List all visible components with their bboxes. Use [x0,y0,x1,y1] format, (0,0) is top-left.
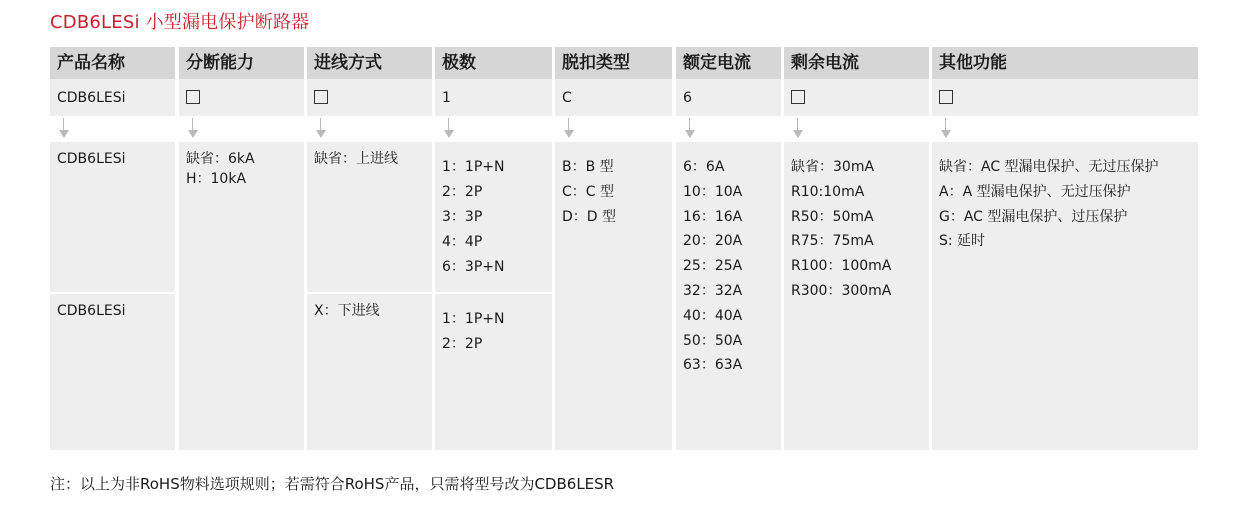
arrow-down-icon [60,118,68,140]
option-item: CDB6LESi [57,303,126,319]
arrow-down-icon [686,118,694,140]
options-group-2 [57,301,126,321]
column-trip-type [555,47,672,450]
option-item: 缺省：AC 型漏电保护、无过压保护 [939,159,1159,175]
options-group-1 [791,155,891,304]
header-wiring-mode: 进线方式 [307,47,432,79]
options-group-1 [683,155,742,378]
arrow-down-icon [942,118,950,140]
arrow-down-icon [794,118,802,140]
row-divider [50,292,175,294]
value-trip-type: C [562,90,572,106]
option-item: 2：2P [442,336,483,352]
header-trip-type: 脱扣类型 [555,47,672,79]
option-item: 6：6A [683,159,725,175]
column-poles [435,47,552,450]
option-item: 3：3P [442,209,483,225]
value-placeholder-box [791,89,805,107]
option-item: D：D 型 [562,209,617,225]
checkbox-square-icon [314,90,328,104]
options-group-1 [314,149,398,169]
arrow-down-icon [445,118,453,140]
option-item: X：下进线 [314,303,380,319]
column-wiring-mode [307,47,432,450]
option-item: C：C 型 [562,184,615,200]
option-item: 2：2P [442,184,483,200]
value-rated-current: 6 [683,90,692,106]
value-placeholder-box [186,89,200,107]
value-placeholder-box [939,89,953,107]
column-residual-current [784,47,929,450]
page-title: CDB6LESi 小型漏电保护断路器 [50,12,310,33]
column-rated-current [676,47,781,450]
checkbox-square-icon [939,90,953,104]
options-group-1 [186,149,255,189]
option-item: 1：1P+N [442,159,505,175]
row-divider [307,292,432,294]
value-placeholder-box [314,89,328,107]
option-item: 10：10A [683,183,743,200]
column-product-name [50,47,175,450]
option-item: 63：63A [683,357,743,374]
option-item: 50：50A [683,332,743,349]
footnote: 注：以上为非RoHS物料选项规则；若需符合RoHS产品，只需将型号改为CDB6LESR [50,475,615,493]
value-product-name: CDB6LESi [57,90,126,106]
option-item: 4：4P [442,234,483,250]
option-item: A：A 型漏电保护、无过压保护 [939,183,1131,200]
option-item: CDB6LESi [57,151,126,167]
arrow-down-icon [565,118,573,140]
header-other-functions: 其他功能 [932,47,1198,79]
option-item: 40：40A [683,307,743,324]
header-poles: 极数 [435,47,552,79]
option-item: B：B 型 [562,159,614,175]
option-item: 25：25A [683,258,743,275]
header-residual-current: 剩余电流 [784,47,929,79]
option-item: 1：1P+N [442,311,505,327]
option-item: 6：3P+N [442,259,505,275]
options-group-2 [442,307,504,357]
row-divider [435,292,552,294]
column-other-functions [932,47,1198,450]
value-poles: 1 [442,90,451,106]
option-item: 缺省：上进线 [314,151,398,167]
header-breaking-capacity: 分断能力 [179,47,304,79]
arrow-down-icon [189,118,197,140]
option-item: 16：16A [683,208,743,225]
options-group-1 [939,155,1159,254]
option-item: S: 延时 [939,233,986,250]
option-item: R50：50mA [791,208,874,225]
option-item: G：AC 型漏电保护、过压保护 [939,208,1128,225]
option-item: R300：300mA [791,282,892,299]
option-item: 缺省：6kA [186,151,255,167]
header-product-name: 产品名称 [50,47,175,79]
checkbox-square-icon [186,90,200,104]
header-rated-current: 额定电流 [676,47,781,79]
option-item: H：10kA [186,171,247,187]
checkbox-square-icon [791,90,805,104]
options-group-1 [57,149,126,169]
option-item: 32：32A [683,282,743,299]
option-item: R75：75mA [791,233,874,250]
option-item: R10:10mA [791,183,865,200]
options-group-1 [442,155,504,280]
options-group-1 [562,155,616,230]
option-item: 20：20A [683,233,743,250]
arrow-down-icon [317,118,325,140]
option-item: R100：100mA [791,258,892,275]
column-breaking-capacity [179,47,304,450]
options-group-2 [314,301,380,321]
option-item: 缺省：30mA [791,159,875,175]
